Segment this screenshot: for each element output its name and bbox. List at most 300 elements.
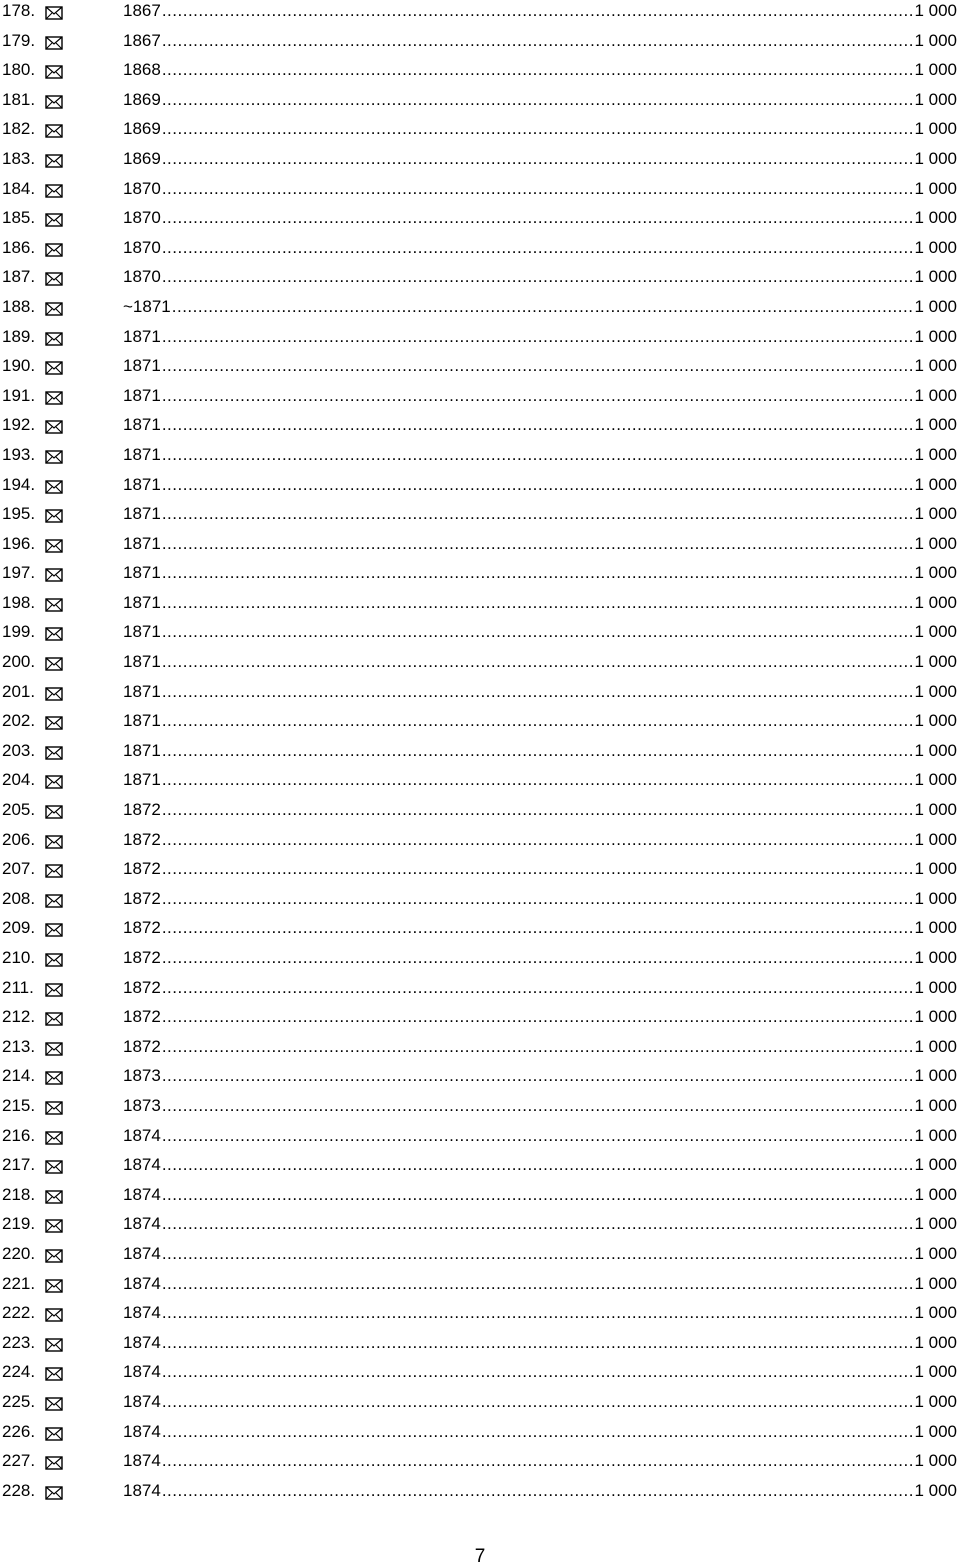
list-item [0,977,960,1007]
dot-leader [162,1065,914,1087]
entry-value: 1 000 [914,1362,957,1382]
dot-leader [162,1243,914,1265]
dot-leader [162,533,914,555]
envelope-icon [45,300,63,314]
entry-value: 1 000 [914,30,957,50]
entry-number: 178. [2,1,36,20]
entry-line [123,1302,957,1324]
entry-number: 181. [2,89,36,109]
entry-value: 1 000 [914,1,957,20]
dot-leader [162,1302,914,1324]
entry-value: 1 000 [914,652,957,672]
dot-leader [162,888,914,910]
envelope-icon [45,359,63,373]
entry-number: 209. [2,918,36,938]
entry-year: 1872 [123,829,161,849]
entry-value: 1 000 [914,740,957,760]
entry-year: 1871 [123,504,161,524]
list-item [0,1036,960,1066]
entry-year: 1872 [123,800,161,820]
entry-number: 227. [2,1451,36,1471]
dot-leader [162,1184,914,1206]
entry-line [123,474,957,496]
entry-year: 1872 [123,859,161,879]
entry-value: 1 000 [914,1480,957,1500]
entry-year: 1872 [123,888,161,908]
envelope-icon [45,211,63,225]
list-item [0,533,960,563]
dot-leader [162,1006,914,1028]
entry-year: 1874 [123,1362,161,1382]
envelope-icon [45,4,63,18]
envelope-icon [45,1395,63,1409]
entry-line [123,296,957,318]
dot-leader [162,503,914,525]
entry-value: 1 000 [914,504,957,524]
dot-leader [162,1450,914,1472]
entry-value: 1 000 [914,1184,957,1204]
envelope-icon [45,685,63,699]
entry-line [123,917,957,939]
entry-value: 1 000 [914,119,957,139]
envelope-icon [45,537,63,551]
dot-leader [162,178,914,200]
entry-line [123,710,957,732]
list-item [0,474,960,504]
envelope-icon [45,182,63,196]
dot-leader [162,1421,914,1443]
dot-leader [162,89,914,111]
entry-value: 1 000 [914,1007,957,1027]
dot-leader [162,562,914,584]
envelope-icon [45,1454,63,1468]
entry-year: 1873 [123,1095,161,1115]
list-item [0,888,960,918]
entry-line [123,1480,957,1502]
entry-number: 204. [2,770,36,790]
dot-leader [162,829,914,851]
entry-value: 1 000 [914,1421,957,1441]
entry-value: 1 000 [914,948,957,967]
entry-value: 1 000 [914,533,957,553]
entry-line [123,89,957,111]
entry-year: 1872 [123,1036,161,1056]
entry-line [123,769,957,791]
entry-year: 1869 [123,119,161,139]
entry-line [123,237,957,259]
list-item [0,651,960,681]
dot-leader [162,385,914,407]
dot-leader [162,858,914,880]
envelope-icon [45,507,63,521]
entry-number: 214. [2,1066,36,1086]
dot-leader [162,118,914,140]
entry-number: 191. [2,385,36,405]
list-item [0,355,960,385]
entry-year: 1871 [123,681,161,701]
entry-year: 1872 [123,918,161,938]
entry-line [123,326,957,348]
entry-value: 1 000 [914,563,957,583]
entry-number: 219. [2,1214,36,1234]
entry-number: 215. [2,1095,36,1115]
envelope-icon [45,270,63,284]
dot-leader [162,1213,914,1235]
envelope-icon [45,714,63,728]
entry-line [123,947,957,969]
entry-value: 1 000 [914,1095,957,1115]
entry-line [123,1273,957,1295]
entry-year: 1871 [123,563,161,583]
envelope-icon [45,448,63,462]
list-item [0,385,960,415]
entry-year: 1874 [123,1421,161,1441]
dot-leader [162,710,914,732]
entry-line [123,681,957,703]
envelope-icon [45,744,63,758]
dot-leader [162,148,914,170]
envelope-icon [45,1069,63,1083]
list-item [0,592,960,622]
entry-line [123,1154,957,1176]
entry-year: 1871 [123,385,161,405]
entry-value: 1 000 [914,1451,957,1471]
entry-year: 1869 [123,148,161,168]
entry-number: 207. [2,859,36,879]
dot-leader [162,1480,914,1502]
entry-number: 199. [2,622,36,642]
list-item [0,414,960,444]
list-item [0,1332,960,1362]
dot-leader [162,651,914,673]
list-item [0,1006,960,1036]
envelope-icon [45,625,63,639]
entry-number: 197. [2,563,36,583]
entry-value: 1 000 [914,148,957,168]
entry-year: 1871 [123,652,161,672]
dot-leader [162,1036,914,1058]
envelope-icon [45,566,63,580]
entry-line [123,1213,957,1235]
entry-number: 192. [2,415,36,435]
entry-value: 1 000 [914,1332,957,1352]
list-item [0,1391,960,1421]
dot-leader [162,355,914,377]
list-item [0,710,960,740]
entry-year: 1872 [123,977,161,997]
entry-year: 1871 [123,326,161,346]
list-item [0,799,960,829]
entry-value: 1 000 [914,444,957,464]
entry-line [123,178,957,200]
entry-line [123,740,957,762]
dot-leader [162,799,914,821]
envelope-icon [45,1425,63,1439]
entry-year: 1871 [123,474,161,494]
entry-line [123,1421,957,1443]
envelope-icon [45,833,63,847]
entry-value: 1 000 [914,385,957,405]
envelope-icon [45,1188,63,1202]
dot-leader [162,326,914,348]
envelope-icon [45,803,63,817]
entry-value: 1 000 [914,296,957,316]
entry-year: 1874 [123,1214,161,1234]
entry-number: 210. [2,948,36,967]
entry-year: 1874 [123,1184,161,1204]
list-item [0,1095,960,1125]
entry-year: 1871 [123,356,161,376]
dot-leader [162,1154,914,1176]
list-item [0,1243,960,1273]
list-item [0,296,960,326]
entry-year: 1871 [123,622,161,642]
entry-line [123,444,957,466]
envelope-icon [45,122,63,136]
entry-number: 188. [2,296,36,316]
envelope-icon [45,951,63,965]
entry-year: 1872 [123,1007,161,1027]
list-item [0,1480,960,1510]
entry-number: 189. [2,326,36,346]
list-item [0,681,960,711]
entry-value: 1 000 [914,711,957,731]
dot-leader [162,444,914,466]
entry-line [123,355,957,377]
envelope-icon [45,655,63,669]
dot-leader [162,769,914,791]
entry-number: 186. [2,237,36,257]
entry-number: 221. [2,1273,36,1293]
envelope-icon [45,1336,63,1350]
entry-line [123,592,957,614]
dot-leader [162,621,914,643]
entry-year: 1874 [123,1451,161,1471]
entry-value: 1 000 [914,356,957,376]
entry-value: 1 000 [914,326,957,346]
dot-leader [172,296,914,318]
entry-year: 1871 [123,740,161,760]
entry-line [123,888,957,910]
entry-year: 1870 [123,267,161,287]
dot-leader [162,237,914,259]
list-item [0,266,960,296]
dot-leader [162,977,914,999]
entry-number: 228. [2,1480,36,1500]
list-item [0,59,960,89]
list-item [0,237,960,267]
entry-line [123,799,957,821]
entry-value: 1 000 [914,592,957,612]
entry-number: 185. [2,208,36,228]
entry-year: 1871 [123,711,161,731]
list-item [0,740,960,770]
entry-year: 1871 [123,770,161,790]
dot-leader [162,266,914,288]
envelope-icon [45,773,63,787]
entry-line [123,148,957,170]
list-item [0,1125,960,1155]
list-item [0,444,960,474]
envelope-icon [45,241,63,255]
entry-year: 1871 [123,533,161,553]
entry-line [123,118,957,140]
dot-leader [162,947,914,969]
list-item [0,1065,960,1095]
entry-value: 1 000 [914,237,957,257]
entry-value: 1 000 [914,1036,957,1056]
entry-line [123,1243,957,1265]
entry-value: 1 000 [914,267,957,287]
entry-number: 226. [2,1421,36,1441]
entry-line [123,59,957,81]
entry-number: 208. [2,888,36,908]
envelope-icon [45,1247,63,1261]
entry-value: 1 000 [914,888,957,908]
envelope-icon [45,152,63,166]
entry-year: 1871 [123,592,161,612]
envelope-icon [45,596,63,610]
entry-value: 1 000 [914,474,957,494]
entry-year: 1874 [123,1243,161,1263]
dot-leader [162,681,914,703]
entry-line [123,0,957,22]
entry-number: 182. [2,119,36,139]
entry-year: 1871 [123,444,161,464]
entry-year: 1870 [123,208,161,228]
entry-year: 1874 [123,1391,161,1411]
envelope-icon [45,1217,63,1231]
dot-leader [162,207,914,229]
dot-leader [162,740,914,762]
dot-leader [162,1332,914,1354]
entry-line [123,1391,957,1413]
entry-number: 184. [2,178,36,198]
entry-line [123,266,957,288]
entry-line [123,621,957,643]
entry-year: 1869 [123,89,161,109]
entry-line [123,1450,957,1472]
entry-line [123,1095,957,1117]
entry-year: 1872 [123,948,161,967]
entry-year: 1874 [123,1332,161,1352]
entry-value: 1 000 [914,89,957,109]
entry-value: 1 000 [914,977,957,997]
entry-number: 179. [2,30,36,50]
entry-number: 216. [2,1125,36,1145]
entry-line [123,30,957,52]
entry-line [123,562,957,584]
entry-number: 206. [2,829,36,849]
entry-number: 222. [2,1303,36,1323]
entry-number: 201. [2,681,36,701]
list-item [0,621,960,651]
entry-year: 1867 [123,1,161,20]
envelope-icon [45,921,63,935]
envelope-icon [45,892,63,906]
entry-value: 1 000 [914,208,957,228]
entry-value: 1 000 [914,60,957,80]
entry-line [123,1332,957,1354]
list-item [0,1273,960,1303]
dot-leader [162,59,914,81]
list-item [0,858,960,888]
entry-line [123,858,957,880]
dot-leader [162,592,914,614]
entry-value: 1 000 [914,1155,957,1175]
list-item [0,118,960,148]
list-item [0,148,960,178]
entry-line [123,977,957,999]
list-item [0,562,960,592]
envelope-icon [45,1365,63,1379]
entry-value: 1 000 [914,829,957,849]
entry-line [123,829,957,851]
entry-number: 193. [2,444,36,464]
entry-value: 1 000 [914,770,957,790]
dot-leader [162,414,914,436]
envelope-icon [45,34,63,48]
entry-value: 1 000 [914,415,957,435]
list-item [0,1184,960,1214]
entry-value: 1 000 [914,1066,957,1086]
envelope-icon [45,478,63,492]
dot-leader [162,0,914,22]
list-item [0,769,960,799]
dot-leader [162,917,914,939]
entry-year: 1873 [123,1066,161,1086]
entry-value: 1 000 [914,622,957,642]
entry-number: 187. [2,267,36,287]
envelope-icon [45,1484,63,1498]
envelope-icon [45,1040,63,1054]
envelope-icon [45,1129,63,1143]
list-item [0,178,960,208]
envelope-icon [45,862,63,876]
entry-number: 202. [2,711,36,731]
entry-number: 225. [2,1391,36,1411]
entry-value: 1 000 [914,859,957,879]
entry-year: 1871 [123,415,161,435]
entry-year: 1868 [123,60,161,80]
entry-line [123,533,957,555]
entry-number: 190. [2,356,36,376]
list-item [0,1361,960,1391]
entry-value: 1 000 [914,1214,957,1234]
entry-value: 1 000 [914,178,957,198]
entry-number: 220. [2,1243,36,1263]
dot-leader [162,1125,914,1147]
entry-number: 180. [2,60,36,80]
list-item [0,207,960,237]
entry-line [123,1065,957,1087]
entry-line [123,1184,957,1206]
list-item [0,30,960,60]
entry-value: 1 000 [914,1303,957,1323]
entry-line [123,1036,957,1058]
list-item [0,829,960,859]
list-item [0,503,960,533]
entry-number: 205. [2,800,36,820]
entry-year: 1870 [123,237,161,257]
entry-year: 1874 [123,1155,161,1175]
list-item [0,326,960,356]
page-number: 7 [474,1546,486,1567]
entry-value: 1 000 [914,800,957,820]
dot-leader [162,1273,914,1295]
entry-line [123,1006,957,1028]
entry-year: 1874 [123,1303,161,1323]
